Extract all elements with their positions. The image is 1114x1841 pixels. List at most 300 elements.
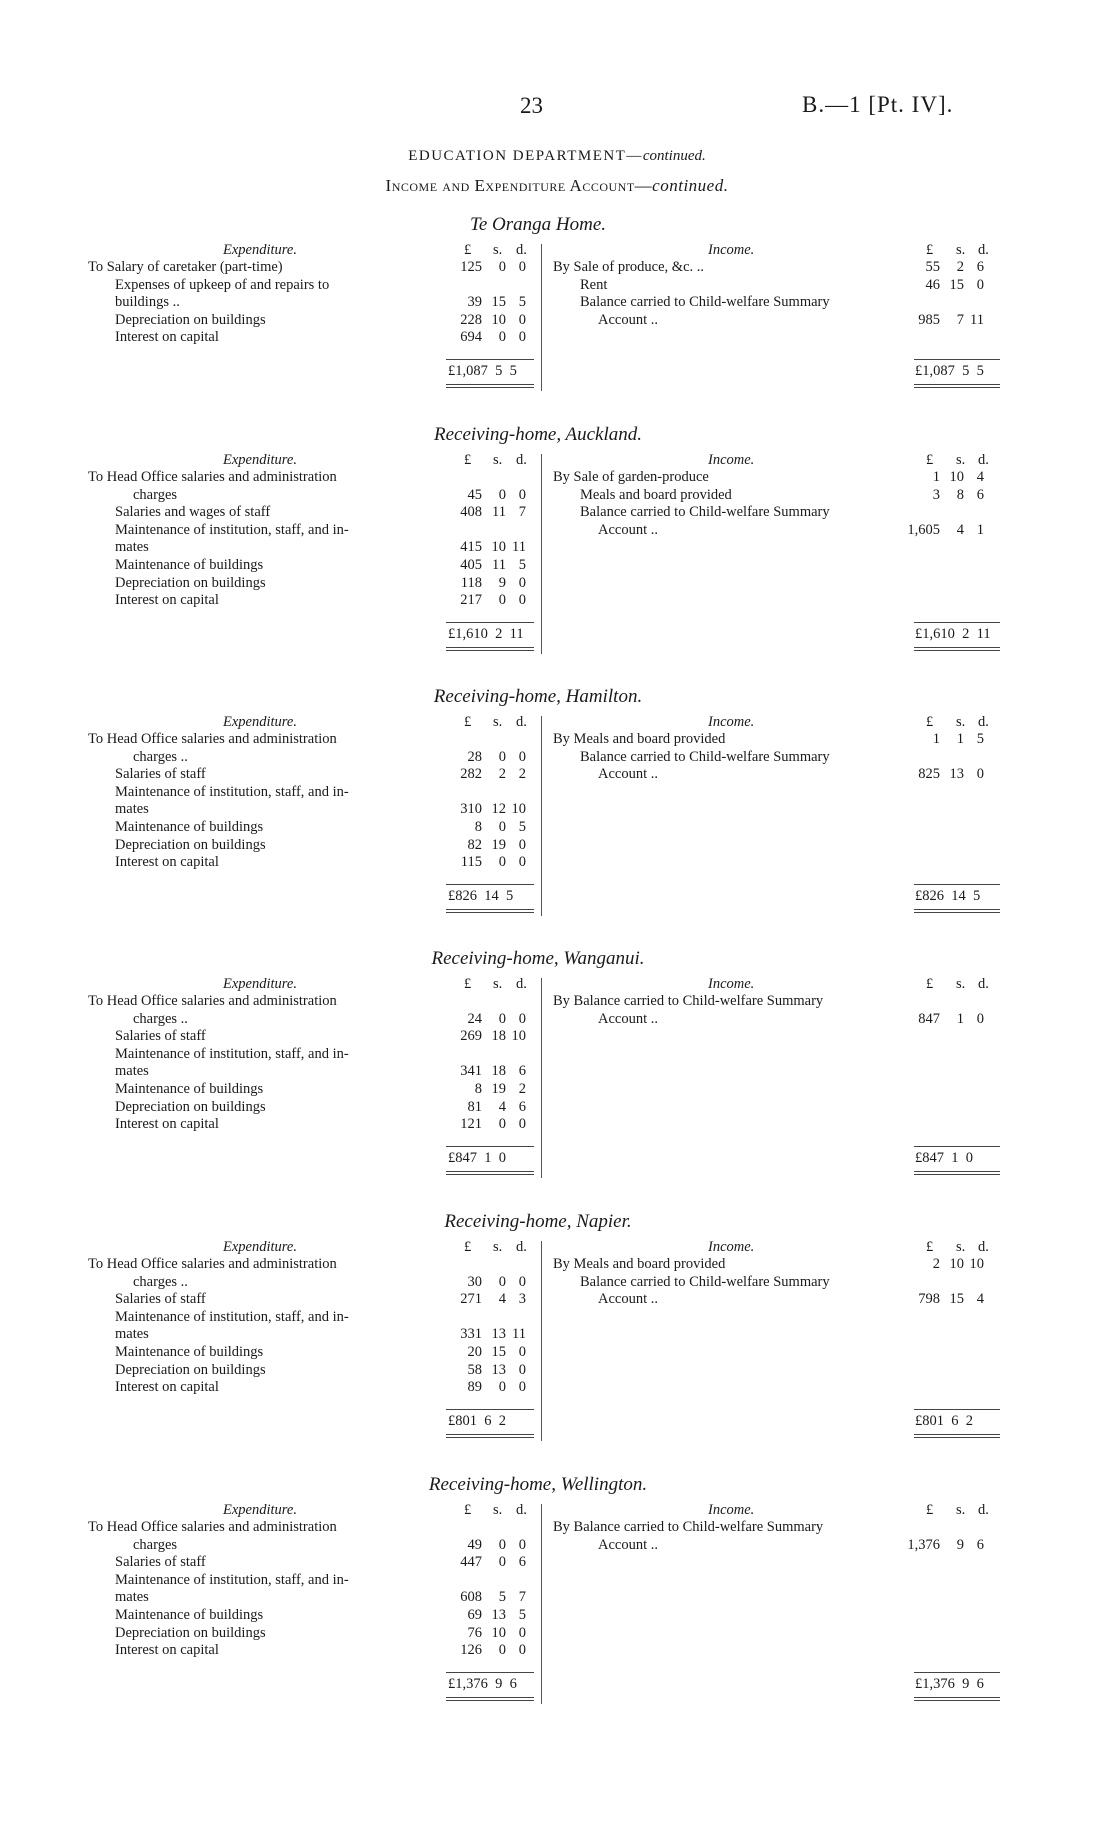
expenditure-amount [440, 487, 526, 504]
expenditure-heading: Expenditure. [223, 452, 297, 468]
pence-value: 0 [976, 276, 984, 293]
expenditure-heading: Expenditure. [223, 714, 297, 730]
expenditure-amount [440, 1274, 526, 1291]
income-heading: Income. [708, 976, 755, 992]
shillings-value: 15 [949, 276, 964, 293]
expenditure-label: Maintenance of institution, staff, and in- [115, 521, 349, 538]
expenditure-amount [440, 1537, 526, 1554]
unit-heading: s. [493, 714, 503, 730]
pence-value: 10 [511, 801, 526, 818]
expenditure-label: mates [115, 1326, 149, 1343]
expenditure-label: Maintenance of buildings [115, 557, 264, 573]
double-rule [914, 909, 1000, 910]
unit-heading: £ [926, 1502, 934, 1518]
double-rule [446, 912, 534, 913]
expenditure-amount [440, 1379, 526, 1396]
pence-value: 11 [970, 311, 984, 328]
pounds-value: 1 [932, 731, 940, 747]
double-rule [446, 650, 534, 651]
expenditure-label: To Head Office salaries and administration [88, 1519, 337, 1535]
account-heading [0, 176, 1114, 196]
pounds-value: 45 [467, 486, 482, 503]
pounds-value: 825 [918, 766, 940, 783]
unit-heading: s. [956, 242, 966, 258]
income-amount [898, 277, 984, 294]
shillings-value: 10 [491, 539, 506, 556]
income-label: Account .. [598, 1291, 658, 1308]
expenditure-label: mates [115, 801, 149, 818]
unit-heading: £ [464, 976, 472, 992]
pence-value: 2 [518, 1081, 526, 1097]
pence-value: 0 [518, 1273, 526, 1290]
shillings-value: 10 [491, 1624, 506, 1641]
expenditure-total: £847 1 0 [448, 1149, 506, 1166]
expenditure-amount [440, 1589, 526, 1606]
expenditure-amount [440, 766, 526, 783]
double-rule [914, 912, 1000, 913]
unit-heading: d. [978, 714, 989, 730]
expenditure-label: Interest on capital [115, 592, 219, 609]
expenditure-label: Interest on capital [115, 329, 219, 346]
pence-value: 11 [512, 1326, 526, 1343]
expenditure-amount [440, 1326, 526, 1343]
pounds-value: 46 [925, 276, 940, 293]
expenditure-amount [440, 1081, 526, 1098]
shillings-value: 0 [498, 748, 506, 765]
expenditure-amount [440, 312, 526, 329]
shillings-value: 0 [498, 1536, 506, 1553]
pence-value: 3 [518, 1291, 526, 1308]
income-amount [898, 766, 984, 783]
shillings-value: 19 [491, 836, 506, 853]
expenditure-label: Maintenance of institution, staff, and in- [115, 783, 349, 800]
expenditure-label: To Head Office salaries and administration [88, 731, 337, 747]
double-rule [446, 647, 534, 648]
unit-heading: £ [464, 714, 472, 730]
expenditure-amount [440, 592, 526, 609]
pounds-value: 217 [460, 592, 482, 609]
pounds-value: 282 [460, 766, 482, 783]
expenditure-label: Salaries of staff [115, 1554, 206, 1571]
pence-value: 10 [511, 1028, 526, 1045]
expenditure-label: charges .. [133, 1010, 188, 1027]
expenditure-label: Maintenance of institution, staff, and in- [115, 1308, 349, 1325]
pence-value: 7 [518, 1589, 526, 1606]
page-number: 23 [520, 93, 543, 118]
unit-heading: £ [926, 452, 934, 468]
shillings-value: 4 [956, 521, 964, 538]
section-title: Te Oranga Home. [470, 214, 606, 235]
shillings-value: 2 [956, 259, 964, 275]
pounds-value: 115 [460, 854, 482, 871]
shillings-value: 9 [956, 1536, 964, 1553]
expenditure-total: £801 6 2 [448, 1412, 506, 1429]
unit-heading: d. [978, 1502, 989, 1518]
pounds-value: 8 [474, 819, 482, 835]
section-title: Receiving-home, Wanganui. [431, 948, 645, 969]
total-rule [914, 1409, 1000, 1410]
pounds-value: 20 [467, 1344, 482, 1360]
double-rule [914, 1434, 1000, 1435]
expenditure-amount [440, 1642, 526, 1659]
pence-value: 6 [518, 1554, 526, 1571]
unit-heading: s. [493, 242, 503, 258]
shillings-value: 11 [492, 504, 506, 521]
double-rule [914, 1697, 1000, 1698]
pence-value: 5 [518, 557, 526, 573]
account-continued: continued. [652, 176, 729, 195]
expenditure-amount [440, 1625, 526, 1642]
expenditure-label: To Head Office salaries and administration [88, 993, 337, 1009]
pence-value: 5 [518, 294, 526, 311]
pence-value: 5 [976, 731, 984, 747]
shillings-value: 0 [498, 854, 506, 871]
section-title: Receiving-home, Wellington. [428, 1474, 648, 1495]
expenditure-label: buildings .. [115, 294, 180, 311]
double-rule [914, 647, 1000, 648]
pounds-value: 55 [925, 259, 940, 275]
unit-heading: £ [926, 1239, 934, 1255]
column-divider [541, 1504, 542, 1704]
pence-value: 5 [518, 819, 526, 835]
income-label: By Meals and board provided [553, 731, 726, 747]
expenditure-label: Interest on capital [115, 1642, 219, 1659]
shillings-value: 13 [949, 766, 964, 783]
pounds-value: 798 [918, 1291, 940, 1308]
pence-value: 0 [518, 836, 526, 853]
income-label: By Balance carried to Child-welfare Summary [553, 1519, 824, 1535]
shillings-value: 4 [498, 1291, 506, 1308]
shillings-value: 18 [491, 1028, 506, 1045]
total-rule [446, 622, 534, 623]
expenditure-label: To Salary of caretaker (part-time) [88, 259, 283, 275]
expenditure-heading: Expenditure. [223, 1502, 297, 1518]
shillings-value: 15 [491, 1344, 506, 1360]
pence-value: 0 [518, 259, 526, 275]
pence-value: 5 [518, 1607, 526, 1623]
double-rule [446, 1697, 534, 1698]
double-rule [446, 1174, 534, 1175]
expenditure-label: Depreciation on buildings [115, 836, 266, 853]
income-amount [898, 1537, 984, 1554]
double-rule [446, 1171, 534, 1172]
expenditure-amount [440, 504, 526, 521]
income-label: Balance carried to Child-welfare Summary [580, 504, 830, 521]
shillings-value: 13 [491, 1326, 506, 1343]
expenditure-amount [440, 819, 526, 836]
shillings-value: 5 [498, 1589, 506, 1606]
pence-value: 0 [518, 592, 526, 609]
pence-value: 10 [969, 1256, 984, 1272]
unit-heading: s. [956, 1502, 966, 1518]
shillings-value: 0 [498, 1554, 506, 1571]
expenditure-total: £826 14 5 [448, 887, 514, 904]
unit-heading: £ [464, 1239, 472, 1255]
total-rule [914, 1146, 1000, 1147]
double-rule [914, 1171, 1000, 1172]
income-label: Account .. [598, 766, 658, 783]
unit-heading: s. [956, 976, 966, 992]
shillings-value: 1 [956, 731, 964, 747]
pence-value: 6 [976, 1536, 984, 1553]
income-label: Account .. [598, 311, 658, 328]
unit-heading: £ [464, 242, 472, 258]
expenditure-label: Depreciation on buildings [115, 574, 266, 591]
unit-heading: s. [493, 1239, 503, 1255]
total-rule [446, 1146, 534, 1147]
double-rule [914, 1174, 1000, 1175]
shillings-value: 4 [498, 1098, 506, 1115]
shillings-value: 10 [949, 469, 964, 485]
income-amount [898, 522, 984, 539]
pence-value: 0 [518, 574, 526, 591]
expenditure-amount [440, 801, 526, 818]
income-heading: Income. [708, 1239, 755, 1255]
shillings-value: 11 [492, 557, 506, 573]
income-amount [898, 731, 984, 748]
column-divider [541, 244, 542, 391]
expenditure-label: charges [133, 1536, 178, 1553]
income-heading: Income. [708, 452, 755, 468]
pounds-value: 271 [460, 1291, 482, 1308]
income-label: Balance carried to Child-welfare Summary [580, 748, 830, 765]
expenditure-amount [440, 1028, 526, 1045]
column-divider [541, 716, 542, 916]
double-rule [446, 909, 534, 910]
department-heading [0, 148, 1114, 165]
income-label: Account .. [598, 1536, 658, 1553]
expenditure-label: Maintenance of institution, staff, and in- [115, 1045, 349, 1062]
shillings-value: 0 [498, 259, 506, 275]
unit-heading: d. [978, 452, 989, 468]
column-divider [541, 978, 542, 1178]
pounds-value: 69 [467, 1607, 482, 1623]
income-amount [898, 1256, 984, 1273]
double-rule [914, 1700, 1000, 1701]
unit-heading: d. [516, 452, 527, 468]
double-rule [446, 387, 534, 388]
pence-value: 0 [518, 1379, 526, 1396]
pence-value: 0 [518, 486, 526, 503]
double-rule [914, 650, 1000, 651]
shillings-value: 19 [491, 1081, 506, 1097]
expenditure-amount [440, 1011, 526, 1028]
expenditure-label: Expenses of upkeep of and repairs to [115, 276, 330, 293]
unit-heading: s. [956, 1239, 966, 1255]
expenditure-label: Depreciation on buildings [115, 1361, 266, 1378]
pounds-value: 228 [460, 311, 482, 328]
pence-value: 6 [976, 259, 984, 275]
section-title: Receiving-home, Napier. [444, 1211, 632, 1232]
unit-heading: £ [926, 976, 934, 992]
pounds-value: 608 [460, 1589, 482, 1606]
income-heading: Income. [708, 242, 755, 258]
shillings-value: 0 [498, 329, 506, 346]
pounds-value: 405 [460, 557, 482, 573]
pence-value: 11 [512, 539, 526, 556]
column-divider [541, 1241, 542, 1441]
shillings-value: 15 [491, 294, 506, 311]
total-rule [914, 884, 1000, 885]
expenditure-label: Salaries of staff [115, 1028, 206, 1045]
income-label: Account .. [598, 1010, 658, 1027]
pence-value: 0 [518, 1536, 526, 1553]
total-rule [914, 359, 1000, 360]
income-total: £801 6 2 [915, 1412, 973, 1429]
pounds-value: 1,605 [907, 521, 940, 538]
pounds-value: 341 [460, 1063, 482, 1080]
department-continued: continued. [642, 148, 706, 164]
expenditure-label: charges .. [133, 1273, 188, 1290]
shillings-value: 0 [498, 819, 506, 835]
income-total: £1,376 9 6 [915, 1675, 984, 1692]
expenditure-amount [440, 1344, 526, 1361]
expenditure-label: Depreciation on buildings [115, 1624, 266, 1641]
expenditure-label: mates [115, 1589, 149, 1606]
income-amount [898, 312, 984, 329]
shillings-value: 7 [956, 311, 964, 328]
unit-heading: s. [493, 976, 503, 992]
pence-value: 6 [518, 1063, 526, 1080]
pounds-value: 82 [467, 836, 482, 853]
income-label: Account .. [598, 521, 658, 538]
expenditure-amount [440, 557, 526, 574]
pence-value: 7 [518, 504, 526, 521]
expenditure-label: Maintenance of buildings [115, 1344, 264, 1360]
expenditure-heading: Expenditure. [223, 242, 297, 258]
shillings-value: 0 [498, 486, 506, 503]
pence-value: 0 [518, 311, 526, 328]
pounds-value: 1 [932, 469, 940, 485]
total-rule [914, 1672, 1000, 1673]
pounds-value: 447 [460, 1554, 482, 1571]
expenditure-amount [440, 294, 526, 311]
pounds-value: 694 [460, 329, 482, 346]
shillings-value: 0 [498, 1116, 506, 1133]
expenditure-label: Interest on capital [115, 1379, 219, 1396]
expenditure-label: Maintenance of buildings [115, 1607, 264, 1623]
expenditure-label: Depreciation on buildings [115, 311, 266, 328]
expenditure-amount [440, 575, 526, 592]
pounds-value: 39 [467, 294, 482, 311]
pence-value: 0 [518, 1010, 526, 1027]
shillings-value: 13 [491, 1607, 506, 1623]
expenditure-amount [440, 837, 526, 854]
account-title: Income and Expenditure Account— [385, 176, 653, 195]
section-title: Receiving-home, Hamilton. [433, 686, 643, 707]
unit-heading: d. [516, 976, 527, 992]
unit-heading: £ [926, 242, 934, 258]
expenditure-label: Salaries of staff [115, 766, 206, 783]
income-label: By Balance carried to Child-welfare Summary [553, 993, 824, 1009]
income-total: £847 1 0 [915, 1149, 973, 1166]
income-label: By Meals and board provided [553, 1256, 726, 1272]
pence-value: 0 [518, 1116, 526, 1133]
pounds-value: 1,376 [907, 1536, 940, 1553]
pounds-value: 985 [918, 311, 940, 328]
expenditure-amount [440, 1554, 526, 1571]
unit-heading: s. [956, 452, 966, 468]
expenditure-label: charges [133, 486, 178, 503]
shillings-value: 10 [491, 311, 506, 328]
income-amount [898, 469, 984, 486]
unit-heading: d. [978, 976, 989, 992]
shillings-value: 0 [498, 1273, 506, 1290]
double-rule [446, 1437, 534, 1438]
pounds-value: 8 [474, 1081, 482, 1097]
pounds-value: 3 [932, 486, 940, 503]
double-rule [914, 384, 1000, 385]
expenditure-total: £1,087 5 5 [448, 363, 517, 379]
pence-value: 0 [976, 766, 984, 783]
shillings-value: 13 [491, 1361, 506, 1378]
shillings-value: 18 [491, 1063, 506, 1080]
total-rule [914, 622, 1000, 623]
expenditure-label: Salaries of staff [115, 1291, 206, 1308]
total-rule [446, 1672, 534, 1673]
expenditure-label: Salaries and wages of staff [115, 504, 271, 521]
unit-heading: d. [516, 242, 527, 258]
unit-heading: s. [956, 714, 966, 730]
expenditure-label: Interest on capital [115, 1116, 219, 1133]
department-name: EDUCATION DEPARTMENT— [408, 148, 643, 164]
pounds-value: 847 [918, 1010, 940, 1027]
unit-heading: d. [978, 242, 989, 258]
shillings-value: 2 [498, 766, 506, 783]
shillings-value: 0 [498, 1010, 506, 1027]
shillings-value: 12 [491, 801, 506, 818]
expenditure-amount [440, 1362, 526, 1379]
pence-value: 0 [518, 854, 526, 871]
column-divider [541, 454, 542, 654]
expenditure-label: mates [115, 539, 149, 556]
unit-heading: d. [516, 1239, 527, 1255]
shillings-value: 15 [949, 1291, 964, 1308]
income-label: Balance carried to Child-welfare Summary [580, 294, 830, 311]
section-title: Receiving-home, Auckland. [433, 424, 643, 445]
expenditure-label: To Head Office salaries and administration [88, 1256, 337, 1272]
shillings-value: 9 [498, 574, 506, 591]
expenditure-amount [440, 1116, 526, 1133]
expenditure-amount [440, 854, 526, 871]
pounds-value: 415 [460, 539, 482, 556]
pounds-value: 310 [460, 801, 482, 818]
unit-heading: d. [516, 714, 527, 730]
income-label: Meals and board provided [580, 486, 732, 503]
income-heading: Income. [708, 1502, 755, 1518]
expenditure-label: Maintenance of buildings [115, 1081, 264, 1097]
expenditure-amount [440, 329, 526, 346]
shillings-value: 10 [949, 1256, 964, 1272]
income-heading: Income. [708, 714, 755, 730]
pounds-value: 89 [467, 1379, 482, 1396]
pounds-value: 126 [460, 1642, 482, 1659]
expenditure-heading: Expenditure. [223, 1239, 297, 1255]
pence-value: 0 [518, 1642, 526, 1659]
unit-heading: s. [493, 1502, 503, 1518]
income-label: Balance carried to Child-welfare Summary [580, 1273, 830, 1290]
pence-value: 4 [976, 469, 984, 485]
pounds-value: 125 [460, 259, 482, 275]
total-rule [446, 884, 534, 885]
pence-value: 0 [976, 1010, 984, 1027]
pence-value: 0 [518, 1361, 526, 1378]
pounds-value: 58 [467, 1361, 482, 1378]
double-rule [446, 1700, 534, 1701]
expenditure-amount [440, 259, 526, 276]
income-label: By Sale of garden-produce [553, 469, 709, 485]
pence-value: 0 [518, 1344, 526, 1360]
